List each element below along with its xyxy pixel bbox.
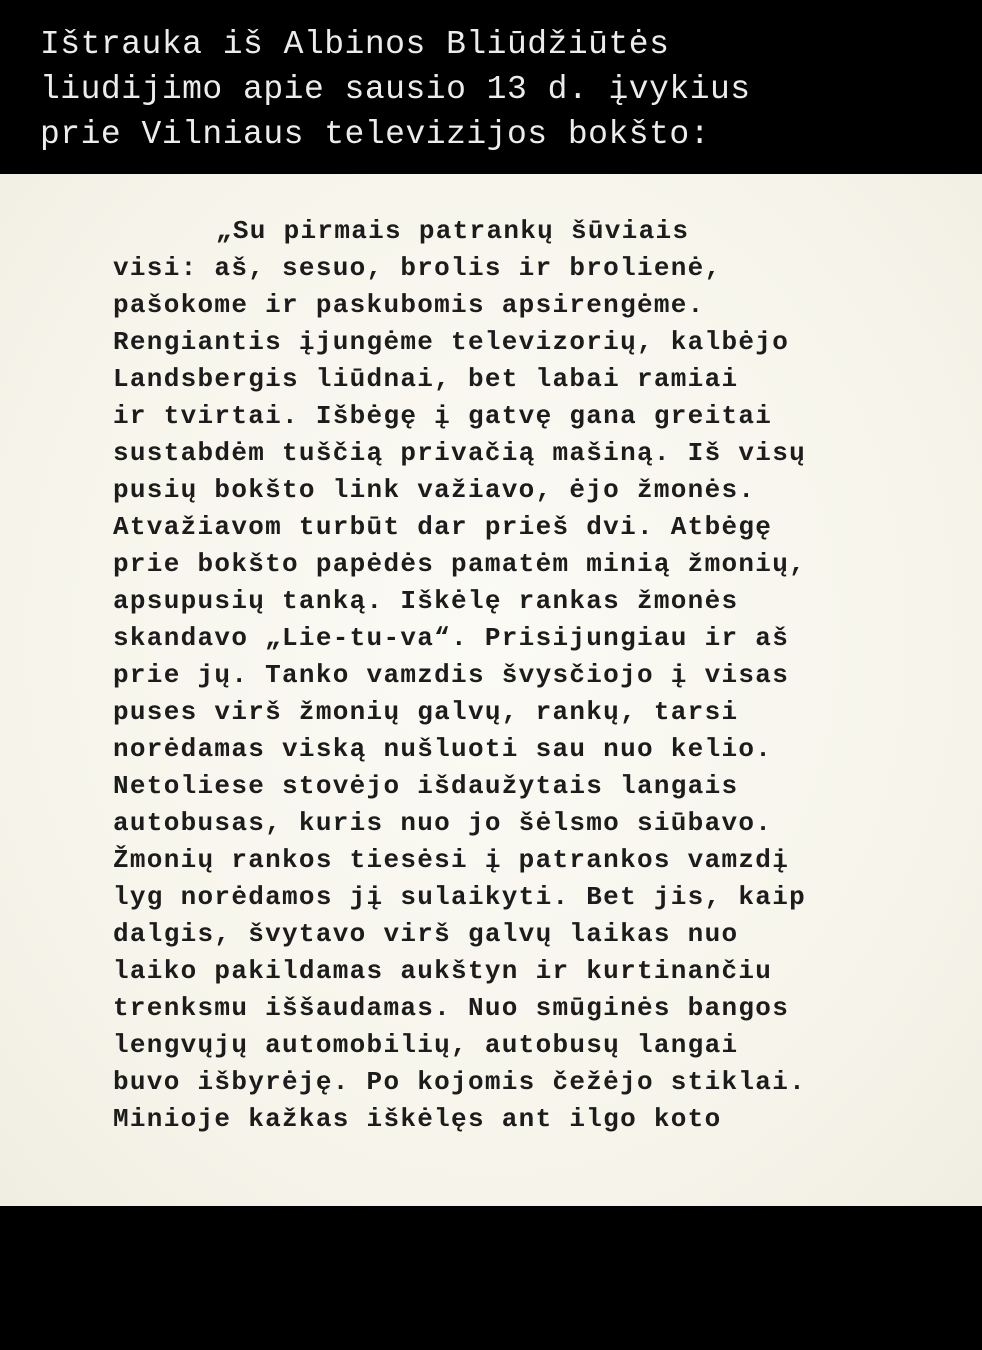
caption-line: Ištrauka iš Albinos Bliūdžiūtės — [40, 26, 670, 63]
testimony-line: ir tvirtai. Išbėgę į gatvę gana greitai — [113, 401, 773, 431]
testimony-line: Landsbergis liūdnai, bet labai ramiai — [113, 364, 739, 394]
testimony-line: trenksmu iššaudamas. Nuo smūginės bangos — [113, 993, 790, 1023]
testimony-line: dalgis, švytavo virš galvų laikas nuo — [113, 919, 739, 949]
testimony-line: „Su pirmais patrankų šūviais — [216, 216, 690, 246]
testimony-text — [113, 213, 806, 1138]
testimony-line: prie bokšto papėdės pamatėm minią žmonių, — [113, 549, 807, 579]
bottom-black-bar — [0, 1206, 982, 1350]
testimony-line: lengvųjų automobilių, autobusų langai — [113, 1030, 739, 1060]
testimony-line: Minioje kažkas iškėlęs ant ilgo koto — [113, 1104, 722, 1134]
testimony-line: Žmonių rankos tiesėsi į patrankos vamzdį — [113, 845, 790, 875]
caption-title — [40, 22, 751, 157]
testimony-line: norėdamas viską nušluoti sau nuo kelio. — [113, 734, 773, 764]
testimony-line: lyg norėdamos jį sulaikyti. Bet jis, kaip — [113, 882, 807, 912]
testimony-line: Rengiantis įjungėme televizorių, kalbėjo — [113, 327, 790, 357]
testimony-line: buvo išbyrėję. Po kojomis čežėjo stiklai. — [113, 1067, 807, 1097]
testimony-line: autobusas, kuris nuo jo šėlsmo siūbavo. — [113, 808, 773, 838]
testimony-line: pusių bokšto link važiavo, ėjo žmonės. — [113, 475, 756, 505]
testimony-line: skandavo „Lie-tu-va“. Prisijungiau ir aš — [113, 623, 790, 653]
testimony-line: prie jų. Tanko vamzdis švysčiojo į visas — [113, 660, 790, 690]
testimony-line: puses virš žmonių galvų, rankų, tarsi — [113, 697, 739, 727]
testimony-line: apsupusių tanką. Iškėlę rankas žmonės — [113, 586, 739, 616]
caption-line: liudijimo apie sausio 13 d. įvykius — [40, 71, 751, 108]
testimony-line: Netoliese stovėjo išdaužytais langais — [113, 771, 739, 801]
testimony-line: Atvažiavom turbūt dar prieš dvi. Atbėgę — [113, 512, 773, 542]
testimony-line: visi: aš, sesuo, brolis ir brolienė, — [113, 253, 722, 283]
testimony-line: laiko pakildamas aukštyn ir kurtinančiu — [113, 956, 773, 986]
testimony-line: sustabdėm tuščią privačią mašiną. Iš visų — [113, 438, 807, 468]
caption-line: prie Vilniaus televizijos bokšto: — [40, 116, 711, 153]
testimony-line: pašokome ir paskubomis apsirengėme. — [113, 290, 705, 320]
caption-banner — [0, 0, 982, 174]
